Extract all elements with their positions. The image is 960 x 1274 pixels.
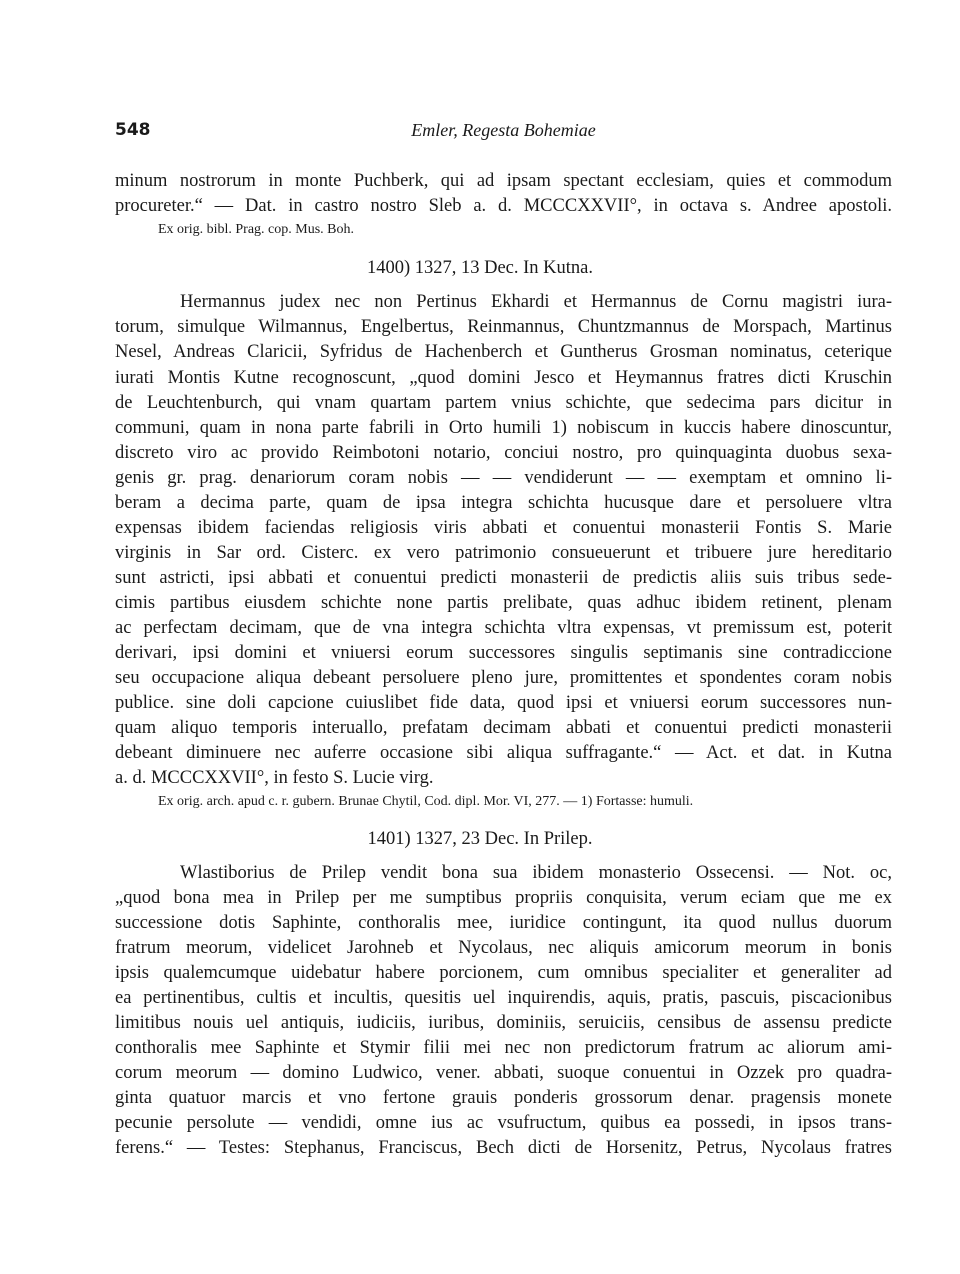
text-line: Nesel, Andreas Claricii, Syfridus de Hachenberch et Guntherus Grosman nominatus, ceterique [115,342,892,362]
text-line: successione dotis Saphinte, conthoralis mee, iuridice contingunt, ita quod nullus duorum [115,913,892,933]
text-line: ea pertinentibus, cultis et incultis, quesitis uel inquirendis, aquis, pratis, pascuis, piscacionibus [115,988,892,1008]
text-line: debeant diminuere nec auferre occasione sibi aliqua suffragante.“ — Act. et dat. in Kutna [115,743,892,763]
text-line: minum nostrorum in monte Puchberk, qui ad ipsam spectant ecclesiam, quies et commodum [115,171,892,191]
text-line: cimis partibus eiusdem schichte none partis prelibate, quas adhuc ibidem retinent, plenam [115,593,892,613]
regest-heading: 1400) 1327, 13 Dec. In Kutna. [366,258,594,278]
source-citation: Ex orig. bibl. Prag. cop. Mus. Boh. [158,222,354,237]
text-line: publice. sine doli capcione cuiuslibet fide data, quod ipsi et vniuersi eorum successores nun- [115,693,892,713]
text-line: communi, quam in nona parte fabrili in Orto humili 1) nobiscum in kuccis habere dinoscuntur, [115,418,892,438]
text-line: beram a decima parte, quam de ipsa integra schichta hucusque dare et persoluere vltra [115,493,892,513]
text-line: pecunie persolute — vendidi, omne ius ac vsufructum, quibus ea possedi, in ipsos trans- [115,1113,892,1133]
text-line: corum meorum — domino Ludwico, vener. abbati, suoque conuentui in Ozzek pro quadra- [115,1063,892,1083]
text-line: ac perfectam decimam, que de vna integra schichta vltra expensas, vt premissum est, poterit [115,618,892,638]
page-number: 548 [115,120,151,140]
text-line: Hermannus judex nec non Pertinus Ekhardi et Hermannus de Cornu magistri iura- [180,292,892,312]
text-line: sunt astricti, ipsi abbati et conuentui predicti monasterii de predictis aliis suis tribus sede- [115,568,892,588]
text-line: torum, simulque Wilmannus, Engelbertus, Reinmannus, Chuntzmannus de Morspach, Martinus [115,317,892,337]
text-line: procureter.“ — Dat. in castro nostro Sleb a. d. MCCCXXVII°, in octava s. Andree apostoli. [115,196,892,216]
text-line: a. d. MCCCXXVII°, in festo S. Lucie virg. [115,768,434,788]
text-line: expensas ibidem faciendas religiosis viris abbati et conuentui monasterii Fontis S. Marie [115,518,892,538]
text-line: Wlastiborius de Prilep vendit bona sua ibidem monasterio Ossecensi. — Not. oc, [180,863,892,883]
text-line: conthoralis mee Saphinte et Stymir filii mei nec non predictorum fratrum ac aliorum ami- [115,1038,892,1058]
regest-heading: 1401) 1327, 23 Dec. In Prilep. [367,829,593,849]
text-line: de Leuchtenburch, qui vnam quartam partem vnius schichte, que sedecima pars dicitur in [115,393,892,413]
text-line: limitibus nouis uel antiquis, iudiciis, iuribus, dominiis, seruiciis, censibus de assensu predicte [115,1013,892,1033]
text-line: genis gr. prag. denariorum coram nobis — — vendiderunt — — exemptam et omnino li- [115,468,892,488]
text-line: quam aliquo temporis interuallo, prefatam decimam abbati et conuentui predicti monasterii [115,718,892,738]
running-title: Emler, Regesta Bohemiae [411,120,596,140]
text-line: derivari, ipsi domini et vniuersi eorum successores singulis septimanis sine contradiccione [115,643,892,663]
text-line: ginta quatuor marcis et vno fertone grauis ponderis grossorum denar. pragensis monete [115,1088,892,1108]
text-line: fratrum meorum, videlicet Jarohneb et Nycolaus, nec aliquis amicorum meorum in bonis [115,938,892,958]
page-header [115,120,892,144]
text-line: seu occupacione aliqua debeant persoluere pleno jure, promittentes et spondentes coram nobis [115,668,892,688]
text-line: virginis in Sar ord. Cisterc. ex vero patrimonio consueuerunt et tribuere jure hereditario [115,543,892,563]
text-line: discreto viro ac provido Reimbotoni notario, conciui nostro, pro quinquaginta duobus sexa- [115,443,892,463]
text-line: „quod bona mea in Prilep per me sumptibus propriis conquisita, verum eciam que me ex [115,888,892,908]
text-line: iurati Montis Kutne recognoscunt, „quod domini Jesco et Heymannus fratres dicti Kruschin [115,368,892,388]
text-line: ferens.“ — Testes: Stephanus, Franciscus, Bech dicti de Horsenitz, Petrus, Nycolaus fratres [115,1138,892,1158]
source-citation: Ex orig. arch. apud c. r. gubern. Brunae Chytil, Cod. dipl. Mor. VI, 277. — 1) Fortasse: humuli. [158,794,694,809]
text-line: ipsis qualemcumque uidebatur habere porcionem, cum omnibus specialiter et generaliter ad [115,963,892,983]
